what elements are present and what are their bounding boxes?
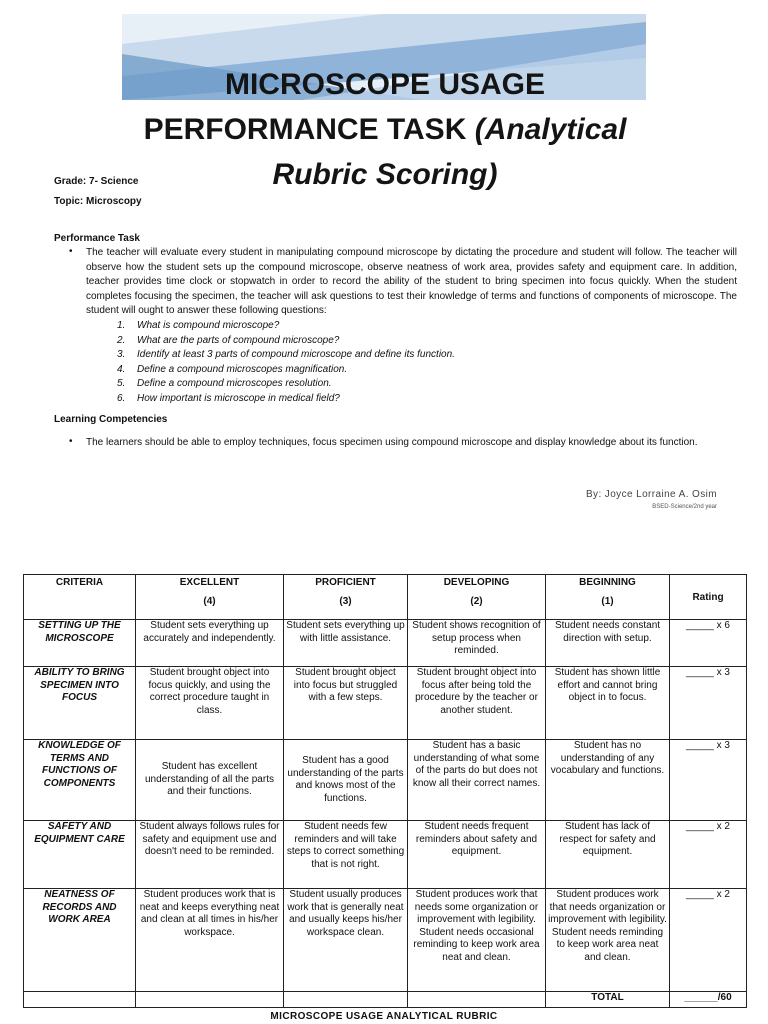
header-criteria: CRITERIA bbox=[24, 575, 136, 620]
developing-cell: Student has a basic understanding of what some of the parts do but does not know all their correct names. bbox=[408, 740, 546, 821]
author-name: By: Joyce Lorraine A. Osim bbox=[585, 489, 717, 500]
title-line-2-plain: PERFORMANCE TASK bbox=[143, 113, 475, 146]
table-row bbox=[24, 667, 747, 740]
proficient-cell: Student brought object into focus but struggled with a few steps. bbox=[284, 667, 408, 740]
proficient-cell: Student usually produces work that is generally neat and usually keeps his/her workspace clean. bbox=[284, 889, 408, 992]
title-line-2 bbox=[120, 107, 650, 152]
proficient-cell: Student sets everything up with little assistance. bbox=[284, 620, 408, 667]
bullet-icon: • bbox=[69, 246, 73, 257]
question-item: 6. How important is microscope in medical field? bbox=[117, 392, 340, 404]
empty-cell bbox=[136, 992, 284, 1008]
empty-cell bbox=[408, 992, 546, 1008]
rating-cell: _____ x 2 bbox=[670, 821, 747, 889]
title-line-1: MICROSCOPE USAGE bbox=[224, 68, 546, 101]
criteria-cell: ABILITY TO BRING SPECIMEN INTO FOCUS bbox=[24, 667, 136, 740]
table-row bbox=[24, 740, 747, 821]
header-rating: Rating bbox=[670, 575, 747, 620]
beginning-cell: Student has no understanding of any vocabulary and functions. bbox=[546, 740, 670, 821]
beginning-cell: Student has shown little effort and cannot bring object in to focus. bbox=[546, 667, 670, 740]
question-item: 2. What are the parts of compound microscope? bbox=[117, 334, 340, 346]
total-label: TOTAL bbox=[546, 992, 670, 1008]
bullet-icon: • bbox=[69, 436, 73, 447]
title-line-3: Rubric Scoring) bbox=[272, 158, 498, 191]
header-proficient: PROFICIENT (3) bbox=[284, 575, 408, 620]
page-title bbox=[120, 62, 650, 197]
grade-label: Grade: 7- Science bbox=[54, 176, 139, 187]
criteria-cell: NEATNESS OF RECORDS AND WORK AREA bbox=[24, 889, 136, 992]
total-value: ______/60 bbox=[670, 992, 747, 1008]
rating-cell: _____ x 2 bbox=[670, 889, 747, 992]
rubric-table bbox=[23, 574, 747, 1008]
question-list bbox=[117, 319, 455, 406]
empty-cell bbox=[24, 992, 136, 1008]
rating-cell: _____ x 3 bbox=[670, 740, 747, 821]
proficient-cell: Student has a good understanding of the parts and knows most of the functions. bbox=[284, 740, 408, 821]
header-developing: DEVELOPING (2) bbox=[408, 575, 546, 620]
proficient-cell: Student needs few reminders and will take steps to correct something that is not right. bbox=[284, 821, 408, 889]
title-line-2-italic: (Analytical bbox=[474, 113, 627, 146]
table-row bbox=[24, 821, 747, 889]
author-subtitle: BSED-Science/2nd year bbox=[652, 504, 717, 510]
criteria-cell: SAFETY AND EQUIPMENT CARE bbox=[24, 821, 136, 889]
excellent-cell: Student produces work that is neat and keeps everything neat and clean at all times in his/her workspace. bbox=[136, 889, 284, 992]
beginning-cell: Student needs constant direction with setup. bbox=[546, 620, 670, 667]
excellent-cell: Student always follows rules for safety and equipment use and doesn't need to be reminded. bbox=[136, 821, 284, 889]
performance-task-heading: Performance Task bbox=[54, 233, 140, 244]
empty-cell bbox=[284, 992, 408, 1008]
rubric-caption: MICROSCOPE USAGE ANALYTICAL RUBRIC bbox=[270, 1011, 498, 1022]
header-beginning: BEGINNING (1) bbox=[546, 575, 670, 620]
competencies-text: The learners should be able to employ techniques, focus specimen using compound microscope and display knowledge about its function. bbox=[86, 437, 698, 448]
developing-cell: Student shows recognition of setup process when reminded. bbox=[408, 620, 546, 667]
header-excellent: EXCELLENT (4) bbox=[136, 575, 284, 620]
excellent-cell: Student sets everything up accurately and independently. bbox=[136, 620, 284, 667]
question-item: 4. Define a compound microscopes magnification. bbox=[117, 363, 348, 375]
topic-label: Topic: Microscopy bbox=[54, 196, 142, 207]
competencies-heading: Learning Competencies bbox=[54, 414, 168, 425]
beginning-cell: Student produces work that needs organization or improvement with legibility. Student needs reminding to keep work area neat and clean. bbox=[546, 889, 670, 992]
performance-task-text: The teacher will evaluate every student in manipulating compound microscope by dictating the procedure and student will follow. The teacher will observe how the student sets up the compound microscope, observe neatness of work area, provides safety and equipment care. In addition, teacher provides time clock or stopwatch in order to record the ability of the student to bring specimen into focus quickly. When the student completes focusing the specimen, the teacher will ask questions to test their knowledge of terms and functions of components of microscope. The student will ought to answer these following questions: bbox=[86, 247, 737, 316]
rating-cell: _____ x 6 bbox=[670, 620, 747, 667]
rating-cell: _____ x 3 bbox=[670, 667, 747, 740]
table-row bbox=[24, 620, 747, 667]
question-item: 3. Identify at least 3 parts of compound microscope and define its function. bbox=[117, 349, 455, 360]
question-item: 5. Define a compound microscopes resolution. bbox=[117, 378, 332, 389]
excellent-cell: Student has excellent understanding of all the parts and their functions. bbox=[136, 740, 284, 821]
total-row bbox=[24, 992, 747, 1008]
question-item: 1. What is compound microscope? bbox=[117, 320, 280, 331]
criteria-cell: KNOWLEDGE OF TERMS AND FUNCTIONS OF COMPONENTS bbox=[24, 740, 136, 821]
table-row bbox=[24, 889, 747, 992]
developing-cell: Student needs frequent reminders about safety and equipment. bbox=[408, 821, 546, 889]
developing-cell: Student brought object into focus after being told the procedure by the teacher or another student. bbox=[408, 667, 546, 740]
criteria-cell: SETTING UP THE MICROSCOPE bbox=[24, 620, 136, 667]
excellent-cell: Student brought object into focus quickly, and using the correct procedure taught in class. bbox=[136, 667, 284, 740]
beginning-cell: Student has lack of respect for safety and equipment. bbox=[546, 821, 670, 889]
developing-cell: Student produces work that needs some organization or improvement with legibility. Student needs occasional reminding to keep work area neat and clean. bbox=[408, 889, 546, 992]
rubric-header-row bbox=[24, 575, 747, 620]
